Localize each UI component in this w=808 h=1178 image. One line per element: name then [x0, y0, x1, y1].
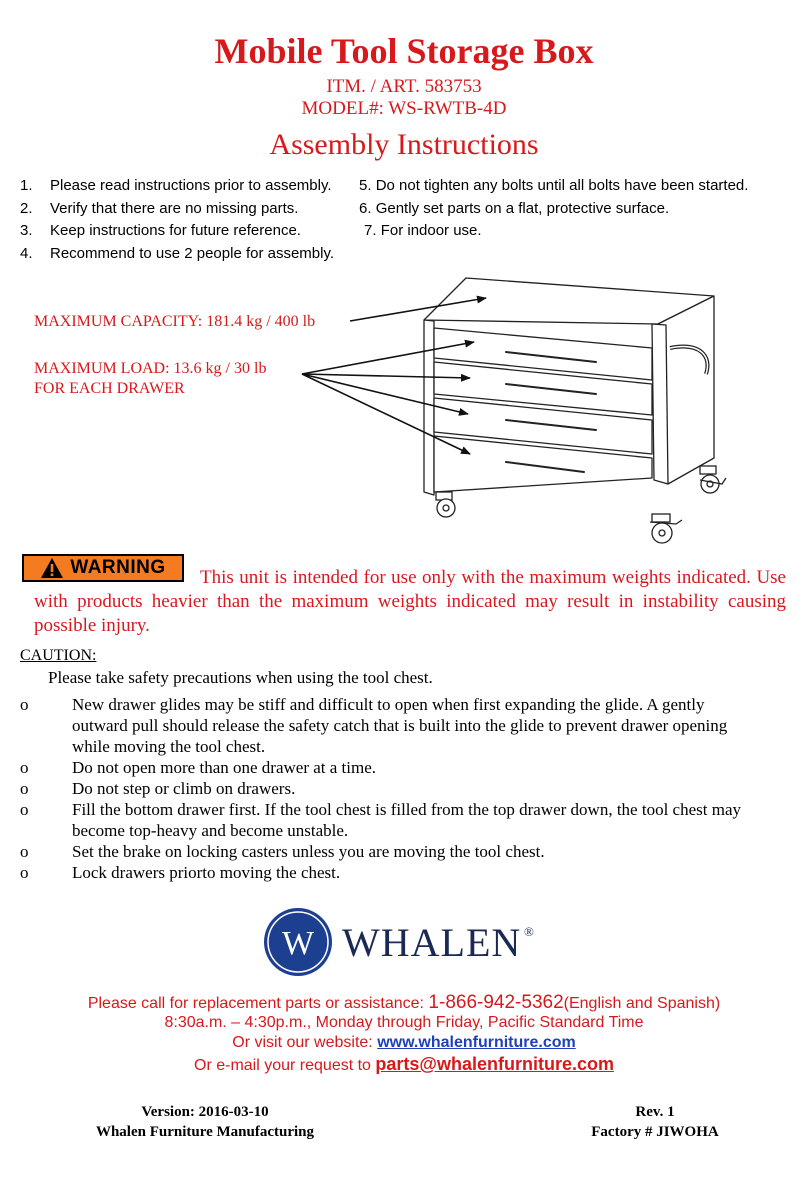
- chest-left-stile: [424, 320, 434, 495]
- instruction-number: 1.: [20, 177, 33, 194]
- warning-message: This unit is intended for use only with the maximum weights indicated. Use with products heavier than the maximum weights indicated may result in instability causing possible injury.: [34, 567, 786, 636]
- caster-mount: [700, 466, 716, 474]
- instruction-item: [20, 200, 298, 217]
- caster-mount: [652, 514, 670, 522]
- instruction-item: [20, 245, 334, 262]
- footer-company: Whalen Furniture Manufacturing: [95, 1124, 315, 1140]
- instruction-text: Please read instructions prior to assembly.: [50, 177, 332, 194]
- caution-item-text: Fill the bottom drawer first. If the tool chest is filled from the top drawer down, the tool chest may become top-heavy and become unstable.: [72, 800, 741, 840]
- bullet-glyph: o: [20, 695, 29, 714]
- footer-version: Version: 2016-03-10: [141, 1104, 269, 1120]
- caution-heading: CAUTION:: [20, 647, 97, 664]
- instruction-text: Do not tighten any bolts until all bolts have been started.: [375, 177, 749, 194]
- instruction-text: For indoor use.: [380, 222, 482, 239]
- instruction-number: 6.: [359, 200, 372, 217]
- max-load-per-drawer-label: FOR EACH DRAWER: [34, 380, 185, 397]
- instruction-item: [359, 200, 669, 217]
- contact-call-text: Please call for replacement parts or assistance:: [87, 995, 429, 1012]
- logo-letter: W: [281, 925, 315, 962]
- list-item: [20, 694, 750, 757]
- whalen-logo: [262, 906, 552, 978]
- contact-website-line: [0, 1034, 808, 1052]
- email-link[interactable]: parts@whalenfurniture.com: [375, 1054, 614, 1074]
- instruction-text: Gently set parts on a flat, protective surface.: [375, 200, 670, 217]
- bullet-glyph: o: [20, 779, 29, 798]
- assembly-subtitle: Assembly Instructions: [269, 128, 539, 161]
- list-item: [20, 862, 750, 883]
- page-title: Mobile Tool Storage Box: [214, 31, 594, 71]
- warning-text: [34, 566, 786, 638]
- registered-mark: ®: [524, 924, 534, 939]
- bullet-glyph: o: [20, 758, 29, 777]
- instruction-text: Verify that there are no missing parts.: [50, 200, 299, 217]
- bullet-glyph: o: [20, 800, 29, 819]
- caution-list: [20, 694, 750, 883]
- logo-wordmark: WHALEN: [342, 920, 522, 965]
- instruction-item: [20, 222, 301, 239]
- list-item: [20, 757, 750, 778]
- instruction-text: Keep instructions for future reference.: [50, 222, 301, 239]
- instruction-number: 5.: [359, 177, 372, 194]
- contact-email-line: [0, 1054, 808, 1075]
- contact-language-note: (English and Spanish): [563, 995, 721, 1012]
- instruction-number: 3.: [20, 222, 33, 239]
- instruction-number: 4.: [20, 245, 33, 262]
- max-load-label: MAXIMUM LOAD: 13.6 kg / 30 lb: [34, 360, 267, 377]
- caution-item-text: New drawer glides may be stiff and difficult to open when first expanding the glide. A gently outward pull should release the safety catch that is built into the glide to prevent drawer opening while moving the tool chest.: [72, 695, 728, 756]
- item-number: ITM. / ART. 583753: [326, 76, 482, 97]
- caution-item-text: Lock drawers priorto moving the chest.: [72, 863, 341, 882]
- instruction-number: 2.: [20, 200, 33, 217]
- instruction-item: [359, 177, 748, 194]
- chest-right-stile: [652, 324, 668, 484]
- footer-factory: Factory # JIWOHA: [591, 1124, 719, 1140]
- instruction-item: [364, 222, 482, 239]
- caution-item-text: Do not open more than one drawer at a time.: [72, 758, 377, 777]
- model-number: MODEL#: WS-RWTB-4D: [301, 98, 507, 119]
- footer-revision: Rev. 1: [635, 1104, 675, 1120]
- caution-item-text: Set the brake on locking casters unless you are moving the tool chest.: [72, 842, 545, 861]
- instruction-number: 7.: [364, 222, 377, 239]
- website-link[interactable]: www.whalenfurniture.com: [377, 1034, 576, 1051]
- contact-phone: 1-866-942-5362: [428, 992, 564, 1013]
- contact-phone-line: [0, 992, 808, 1014]
- instruction-text: Recommend to use 2 people for assembly.: [50, 245, 335, 262]
- list-item: [20, 799, 750, 841]
- contact-website-text: Or visit our website:: [232, 1034, 378, 1051]
- list-item: [20, 778, 750, 799]
- list-item: [20, 841, 750, 862]
- contact-hours: 8:30a.m. – 4:30p.m., Monday through Friday, Pacific Standard Time: [164, 1014, 644, 1031]
- warning-badge-label: WARNING: [70, 557, 166, 578]
- caution-item-text: Do not step or climb on drawers.: [72, 779, 296, 798]
- contact-email-text: Or e-mail your request to: [194, 1057, 376, 1074]
- bullet-glyph: o: [20, 842, 29, 861]
- max-capacity-label: MAXIMUM CAPACITY: 181.4 kg / 400 lb: [34, 313, 316, 330]
- caution-intro: Please take safety precautions when using the tool chest.: [48, 668, 433, 687]
- bullet-glyph: o: [20, 863, 29, 882]
- instruction-item: [20, 177, 332, 194]
